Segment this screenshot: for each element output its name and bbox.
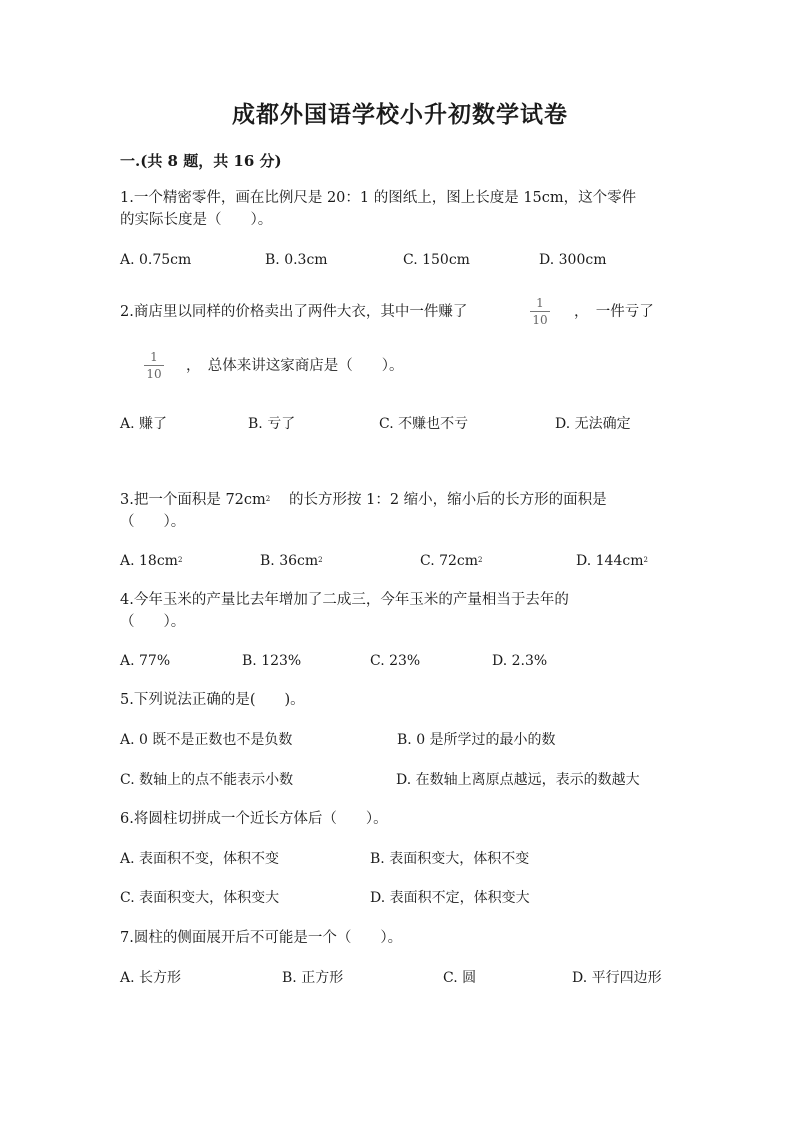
question-3-text-a: 3.把一个面积是 72cm [120,492,266,508]
question-2-line-2: ， 总体来讲这家商店是（ ）。 [186,358,404,374]
superscript-2: 2 [643,556,648,564]
fraction-bar [530,311,550,312]
question-4-option-d: D. 2.3% [492,653,548,669]
question-2-option-a: A. 赚了 [120,416,168,432]
fraction-denominator: 10 [532,313,548,327]
question-3-option-a [120,551,182,571]
question-1-line-2: 的实际长度是（ ）。 [120,212,273,228]
question-5-option-a: A. 0 既不是正数也不是负数 [120,732,293,748]
fraction-one-tenth [530,296,550,327]
question-4-option-c: C. 23% [370,653,421,669]
superscript-2: 2 [265,495,271,503]
question-5-line-1: 5.下列说法正确的是( )。 [120,692,305,708]
question-3-line-2: （ ）。 [120,514,186,530]
question-2-line-1-tail: ， 一件亏了 [574,304,654,320]
question-1-line-1: 1.一个精密零件，画在比例尺是 20：1 的图纸上，图上长度是 15cm，这个零件 [120,190,637,206]
question-2-line-1: 2.商店里以同样的价格卖出了两件大衣，其中一件赚了 [120,304,468,320]
question-6-option-b: B. 表面积变大，体积不变 [370,851,530,867]
question-1-option-b: B. 0.3cm [265,252,328,268]
question-7-option-d: D. 平行四边形 [572,970,662,986]
question-2-option-d: D. 无法确定 [555,416,631,432]
question-6-line-1: 6.将圆柱切拼成一个近长方体后（ ）。 [120,811,388,827]
question-5-option-d: D. 在数轴上离原点越远，表示的数越大 [396,772,640,788]
question-1-option-a: A. 0.75cm [120,252,192,268]
superscript-2: 2 [318,556,323,564]
fraction-denominator: 10 [146,367,162,381]
question-3-text-b: 的长方形按 1：2 缩小，缩小后的长方形的面积是 [289,492,607,508]
question-3-line-1 [120,490,270,510]
question-4-option-a: A. 77% [120,653,171,669]
question-4-line-2: （ ）。 [120,614,186,630]
question-5-option-c: C. 数轴上的点不能表示小数 [120,772,294,788]
question-5-option-b: B. 0 是所学过的最小的数 [397,732,556,748]
option-text: A. 18cm [120,553,178,569]
fraction-numerator: 1 [150,350,158,364]
question-6-option-c: C. 表面积变大，体积变大 [120,890,280,906]
question-3-option-b [260,551,323,571]
question-2-option-b: B. 亏了 [248,416,296,432]
option-text: C. 72cm [420,553,479,569]
question-6-option-d: D. 表面积不定，体积变大 [370,890,530,906]
question-7-line-1: 7.圆柱的侧面展开后不可能是一个（ ）。 [120,930,403,946]
superscript-2: 2 [478,556,483,564]
question-4-line-1: 4.今年玉米的产量比去年增加了二成三，今年玉米的产量相当于去年的 [120,592,569,608]
section-heading: 一.(共 8 题，共 16 分) [120,152,282,170]
question-1-option-d: D. 300cm [539,252,607,268]
fraction-bar [144,365,164,366]
question-1-option-c: C. 150cm [403,252,470,268]
option-text: D. 144cm [576,553,644,569]
question-4-option-b: B. 123% [242,653,302,669]
question-6-option-a: A. 表面积不变，体积不变 [120,851,280,867]
exam-title: 成都外国语学校小升初数学试卷 [232,101,568,128]
superscript-2: 2 [177,556,183,564]
question-7-option-b: B. 正方形 [282,970,344,986]
option-text: B. 36cm [260,553,319,569]
fraction-numerator: 1 [536,296,544,310]
question-3-option-d [576,551,648,571]
question-7-option-a: A. 长方形 [120,970,182,986]
question-7-option-c: C. 圆 [443,970,477,986]
fraction-one-tenth [144,350,164,381]
question-3-option-c [420,551,483,571]
question-2-option-c: C. 不赚也不亏 [379,416,469,432]
